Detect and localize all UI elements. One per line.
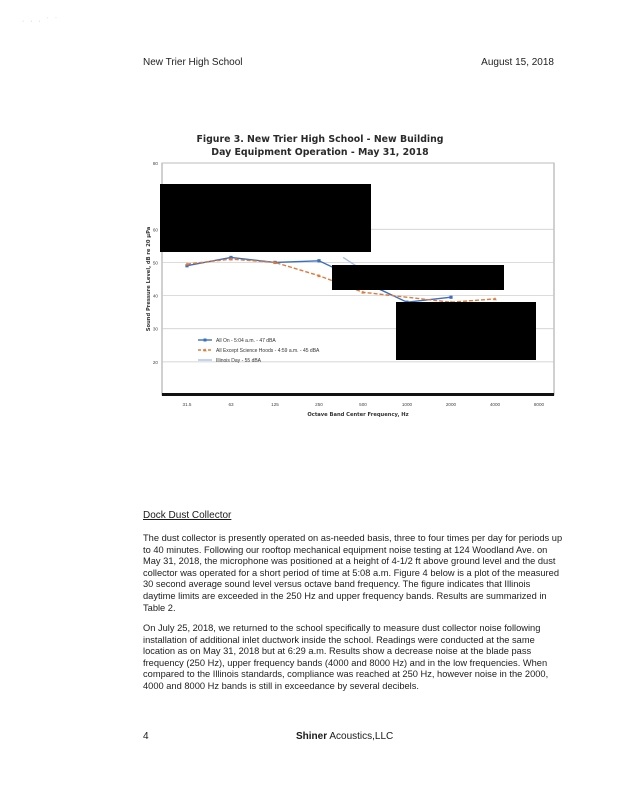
x-tick-label: 250 (315, 402, 323, 407)
y-tick-label: 60 (152, 227, 158, 233)
redaction-box (396, 302, 536, 360)
x-tick-label: 63 (228, 402, 234, 407)
page-number: 4 (143, 731, 149, 742)
x-tick-label: 2000 (445, 402, 457, 407)
data-point (317, 259, 320, 262)
y-tick-label: 40 (152, 293, 158, 299)
x-axis-label: Octave Band Center Frequency, Hz (307, 412, 409, 418)
paragraph-2 (143, 623, 563, 693)
paragraph-1 (143, 533, 563, 614)
y-tick-label: 80 (152, 161, 158, 166)
x-tick-label: 4000 (489, 402, 501, 407)
figure-title-line1: Figure 3. New Trier High School - New Building (196, 134, 444, 145)
redaction-box (160, 184, 371, 252)
x-tick-label: 125 (271, 402, 279, 407)
redaction-box (332, 265, 504, 290)
y-tick-label: 50 (152, 260, 158, 266)
paragraph-2-text: On July 25, 2018, we returned to the school specifically to measure dust collector noise following installation of additional inlet ductwork inside the school. Readings were conducted at the same location as on May 31, 2018 but at 6:29 a.m. Results show a decrease noise at the blade pass frequency (250 Hz), upper frequency bands (4000 and 8000 Hz) and in the low frequencies. When compared to the Illinois standards, compliance was reached at 250 Hz, however noise in the 2000, 4000 and 8000 Hz bands is still in exceedance by several decibels. (143, 623, 549, 691)
data-point (449, 296, 452, 299)
x-tick-label: 500 (359, 402, 367, 407)
legend-label-2: Illinois Day - 55 dBA (216, 357, 262, 364)
section-title: Dock Dust Collector (143, 510, 232, 521)
sound-level-chart (140, 155, 560, 435)
y-tick-label: 20 (152, 359, 158, 365)
y-tick-label: 30 (152, 326, 158, 332)
scan-marks: · · · ˙ ˙ (22, 18, 60, 25)
legend-label-1: All Except Science Hoods - 4:59 a.m. - 45 dBA (216, 347, 320, 354)
x-tick-label: 31.5 (182, 402, 192, 407)
legend-label-0: All On - 5:04 a.m. - 47 dBA (216, 337, 276, 344)
footer-firm-name: Shiner (296, 731, 328, 742)
footer-firm (296, 731, 393, 742)
figure-title-line2: Day Equipment Operation - May 31, 2018 (211, 147, 429, 158)
y-axis-label: Sound Pressure Level, dB re 20 μPa (146, 226, 152, 332)
legend-marker (204, 339, 207, 342)
paragraph-1-text: The dust collector is presently operated on as-needed basis, three to four times per day for periods up to 40 minutes. Following our rooftop mechanical equipment noise testing at 124 Woodland Ave. on May 31, 2018, the microphone was positioned at a height of 4-1/2 ft above ground level and the dust collector was operated for a short period of time at 5:08 a.m. Figure 4 below is a plot of the measured 30 second average sound level versus octave band frequency. The figure indicates that Illinois daytime limits are exceeded in the 250 Hz and upper frequency bands. Results are summarized in Table 2. (143, 533, 563, 613)
x-axis-bar (162, 393, 554, 396)
footer-firm-suffix: Acoustics,LLC (327, 731, 394, 742)
x-tick-label: 1000 (401, 402, 413, 407)
header-date: August 15, 2018 (481, 57, 554, 68)
header-school: New Trier High School (143, 57, 243, 68)
x-tick-label: 8000 (533, 402, 545, 407)
